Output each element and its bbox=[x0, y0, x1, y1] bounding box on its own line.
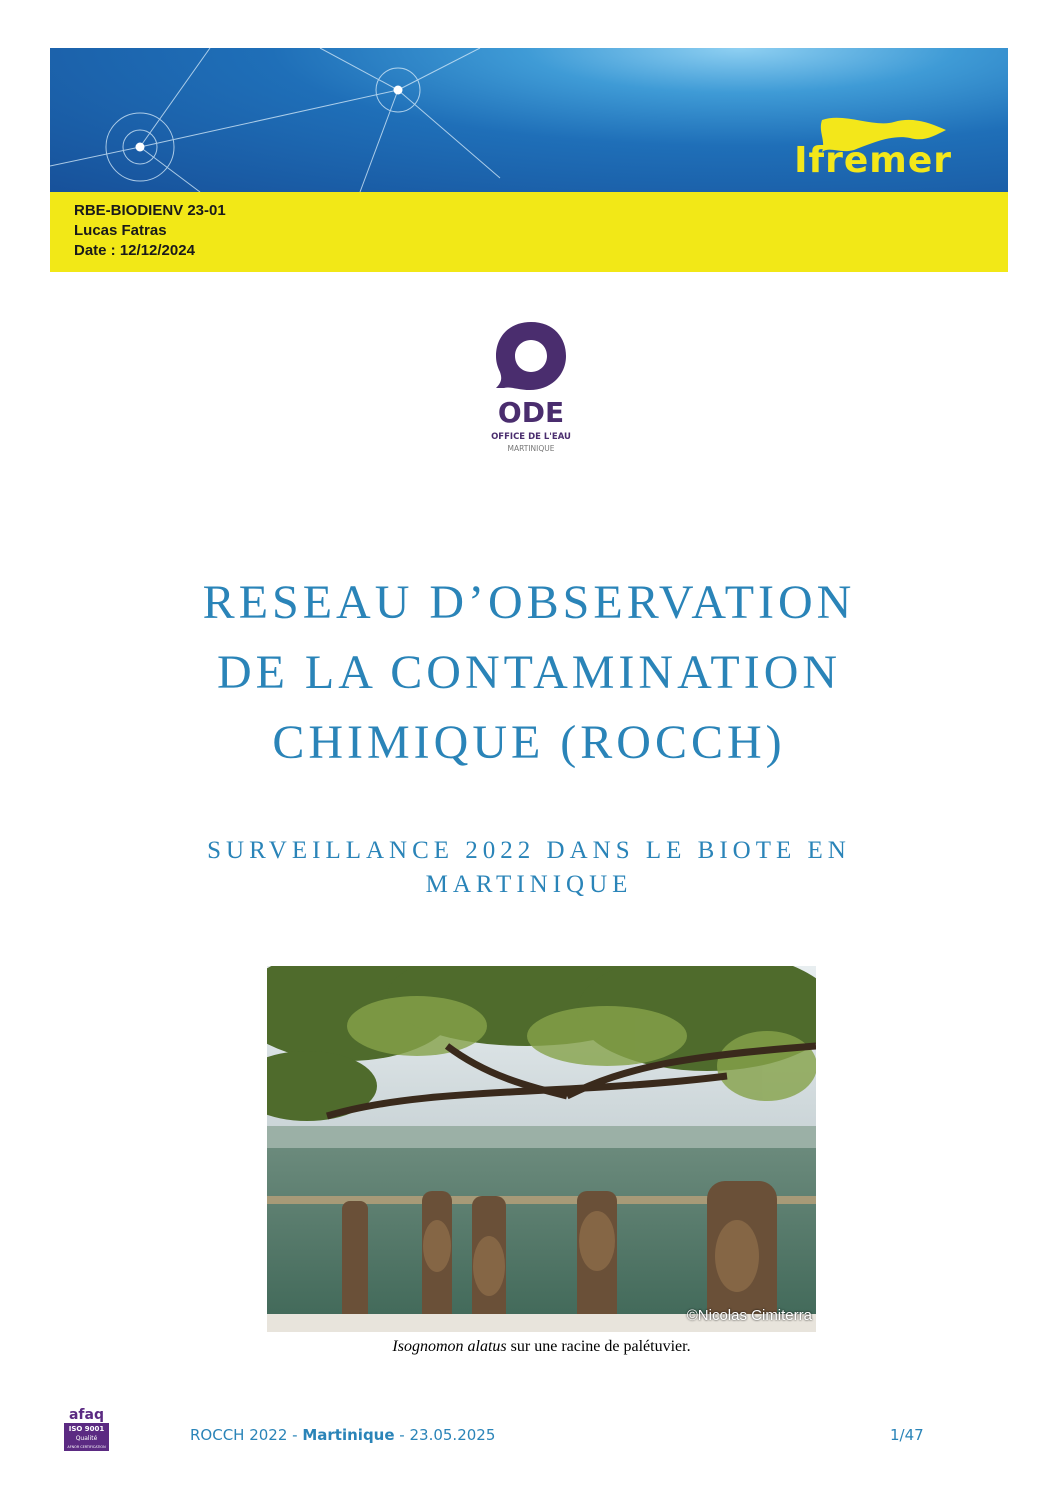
ode-logo-name: ODE bbox=[497, 396, 565, 429]
author-name: Lucas Fatras bbox=[74, 222, 167, 239]
ode-logo-region: MARTINIQUE bbox=[507, 444, 555, 453]
afaq-quality: Qualité bbox=[75, 1435, 98, 1442]
document-date: Date : 12/12/2024 bbox=[74, 242, 195, 259]
afaq-brand: afaq bbox=[68, 1407, 105, 1423]
title-line-1: RESEAU D’OBSERVATION bbox=[202, 576, 856, 629]
page-number: 1/47 bbox=[890, 1426, 924, 1444]
ode-logo bbox=[484, 318, 578, 458]
subtitle-line-1: SURVEILLANCE 2022 DANS LE BIOTE EN bbox=[207, 837, 851, 864]
title-line-3: CHIMIQUE (ROCCH) bbox=[272, 716, 786, 769]
ifremer-logo-text: Ifremer bbox=[794, 140, 952, 181]
footer-region: Martinique bbox=[302, 1426, 395, 1444]
footer-date: - 23.05.2025 bbox=[394, 1426, 496, 1444]
header-banner bbox=[50, 48, 1008, 192]
footer-prefix: ROCCH 2022 - bbox=[190, 1426, 303, 1444]
caption-species: Isognomon alatus bbox=[392, 1338, 507, 1355]
footer-document-info bbox=[190, 1426, 495, 1444]
afaq-standard: ISO 9001 bbox=[68, 1425, 105, 1433]
reference-code: RBE-BIODIENV 23-01 bbox=[74, 202, 226, 219]
photo-credit: ©Nicolas Cimiterra bbox=[686, 1307, 812, 1324]
title-line-2: DE LA CONTAMINATION bbox=[216, 646, 842, 699]
document-title bbox=[80, 568, 978, 778]
ode-logo-subtitle: OFFICE DE L'EAU bbox=[491, 432, 571, 442]
subtitle-line-2: MARTINIQUE bbox=[425, 871, 633, 898]
document-subtitle bbox=[120, 834, 938, 902]
cover-photo bbox=[267, 966, 816, 1332]
document-meta bbox=[74, 201, 226, 261]
afaq-certification-logo bbox=[62, 1404, 111, 1452]
photo-caption bbox=[267, 1338, 816, 1356]
afaq-issuer: AFNOR CERTIFICATION bbox=[67, 1445, 106, 1449]
caption-text: sur une racine de palétuvier. bbox=[506, 1338, 691, 1355]
